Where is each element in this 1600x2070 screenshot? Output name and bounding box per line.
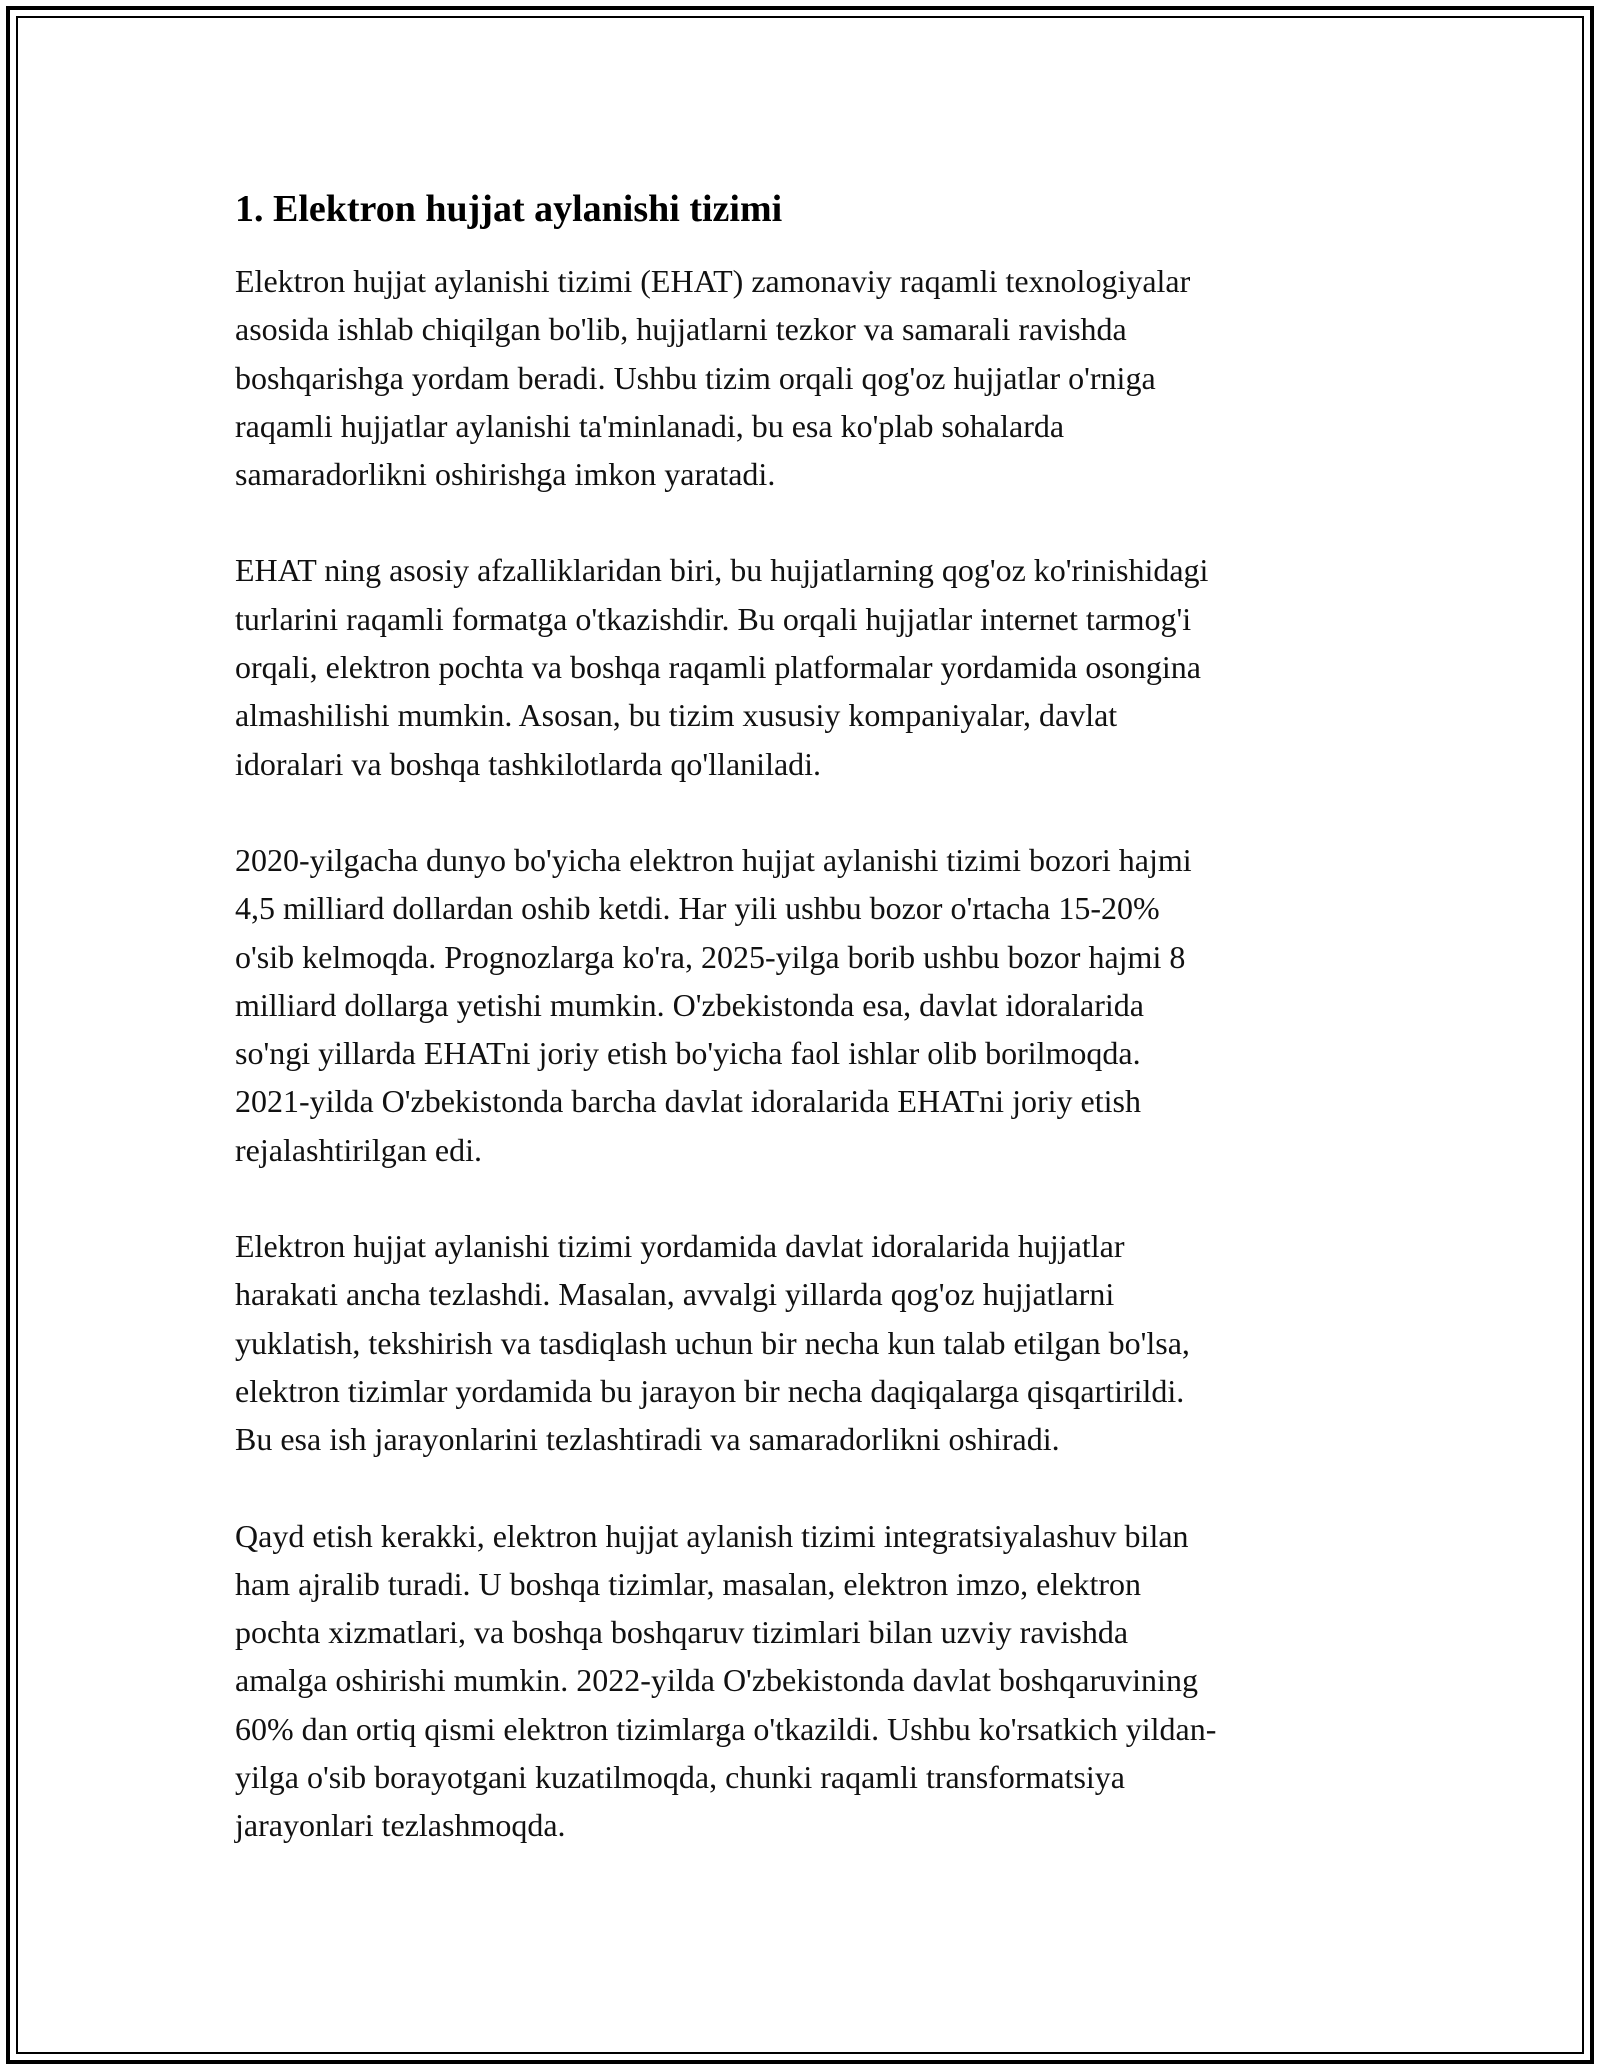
paragraph-4 bbox=[235, 1222, 1375, 1463]
text-line: orqali, elektron pochta va boshqa raqamli platformalar yordamida osongina bbox=[235, 649, 1201, 686]
text-line: 4,5 milliard dollardan oshib ketdi. Har yili ushbu bozor o'rtacha 15-20% bbox=[235, 890, 1160, 927]
text-line: amalga oshirishi mumkin. 2022-yilda O'zbekistonda davlat boshqaruvining bbox=[235, 1662, 1198, 1699]
text-line: Qayd etish kerakki, elektron hujjat aylanish tizimi integratsiyalashuv bilan bbox=[235, 1517, 1189, 1554]
text-line: raqamli hujjatlar aylanishi ta'minlanadi, bu esa ko'plab sohalarda bbox=[235, 407, 1065, 444]
text-line: Elektron hujjat aylanishi tizimi yordamida davlat idoralarida hujjatlar bbox=[235, 1228, 1125, 1265]
paragraph-1 bbox=[235, 257, 1375, 498]
text-line: asosida ishlab chiqilgan bo'lib, hujjatlarni tezkor va samarali ravishda bbox=[235, 311, 1127, 348]
text-line: almashilishi mumkin. Asosan, bu tizim xususiy kompaniyalar, davlat bbox=[235, 697, 1118, 734]
text-line: Bu esa ish jarayonlarini tezlashtiradi va samaradorlikni oshiradi. bbox=[235, 1421, 1060, 1458]
text-line: yuklatish, tekshirish va tasdiqlash uchun bir necha kun talab etilgan bo'lsa, bbox=[235, 1324, 1190, 1361]
paragraph-5 bbox=[235, 1512, 1375, 1850]
paragraph-2 bbox=[235, 546, 1375, 787]
text-line: o'sib kelmoqda. Prognozlarga ko'ra, 2025-yilga borib ushbu bozor hajmi 8 bbox=[235, 938, 1186, 975]
text-line: turlarini raqamli formatga o'tkazishdir. Bu orqali hujjatlar internet tarmog'i bbox=[235, 600, 1192, 637]
document-body bbox=[235, 185, 1375, 1898]
text-line: 2021-yilda O'zbekistonda barcha davlat idoralarida EHATni joriy etish bbox=[235, 1083, 1141, 1120]
section-title: 1. Elektron hujjat aylanishi tizimi bbox=[235, 188, 783, 230]
text-line: boshqarishga yordam beradi. Ushbu tizim orqali qog'oz hujjatlar o'rniga bbox=[235, 359, 1156, 396]
paragraph-3 bbox=[235, 836, 1375, 1174]
text-line: yilga o'sib borayotgani kuzatilmoqda, chunki raqamli transformatsiya bbox=[235, 1759, 1125, 1796]
text-line: idoralari va boshqa tashkilotlarda qo'llaniladi. bbox=[235, 745, 822, 782]
text-line: ham ajralib turadi. U boshqa tizimlar, masalan, elektron imzo, elektron bbox=[235, 1565, 1141, 1602]
text-line: rejalashtirilgan edi. bbox=[235, 1131, 483, 1168]
text-line: pochta xizmatlari, va boshqa boshqaruv tizimlari bilan uzviy ravishda bbox=[235, 1614, 1129, 1651]
text-line: so'ngi yillarda EHATni joriy etish bo'yicha faol ishlar olib borilmoqda. bbox=[235, 1035, 1141, 1072]
text-line: milliard dollarga yetishi mumkin. O'zbekistonda esa, davlat idoralarida bbox=[235, 986, 1144, 1023]
text-line: Elektron hujjat aylanishi tizimi (EHAT) zamonaviy raqamli texnologiyalar bbox=[235, 263, 1191, 299]
text-line: 60% dan ortiq qismi elektron tizimlarga o'tkazildi. Ushbu ko'rsatkich yildan- bbox=[235, 1710, 1217, 1747]
text-line: jarayonlari tezlashmoqda. bbox=[235, 1807, 566, 1844]
text-line: 2020-yilgacha dunyo bo'yicha elektron hujjat aylanishi tizimi bozori hajmi bbox=[235, 841, 1192, 878]
text-line: elektron tizimlar yordamida bu jarayon bir necha daqiqalarga qisqartirildi. bbox=[235, 1372, 1185, 1409]
text-line: samaradorlikni oshirishga imkon yaratadi. bbox=[235, 456, 776, 493]
text-line: harakati ancha tezlashdi. Masalan, avvalgi yillarda qog'oz hujjatlarni bbox=[235, 1276, 1115, 1313]
text-line: EHAT ning asosiy afzalliklaridan biri, bu hujjatlarning qog'oz ko'rinishidagi bbox=[235, 552, 1209, 589]
